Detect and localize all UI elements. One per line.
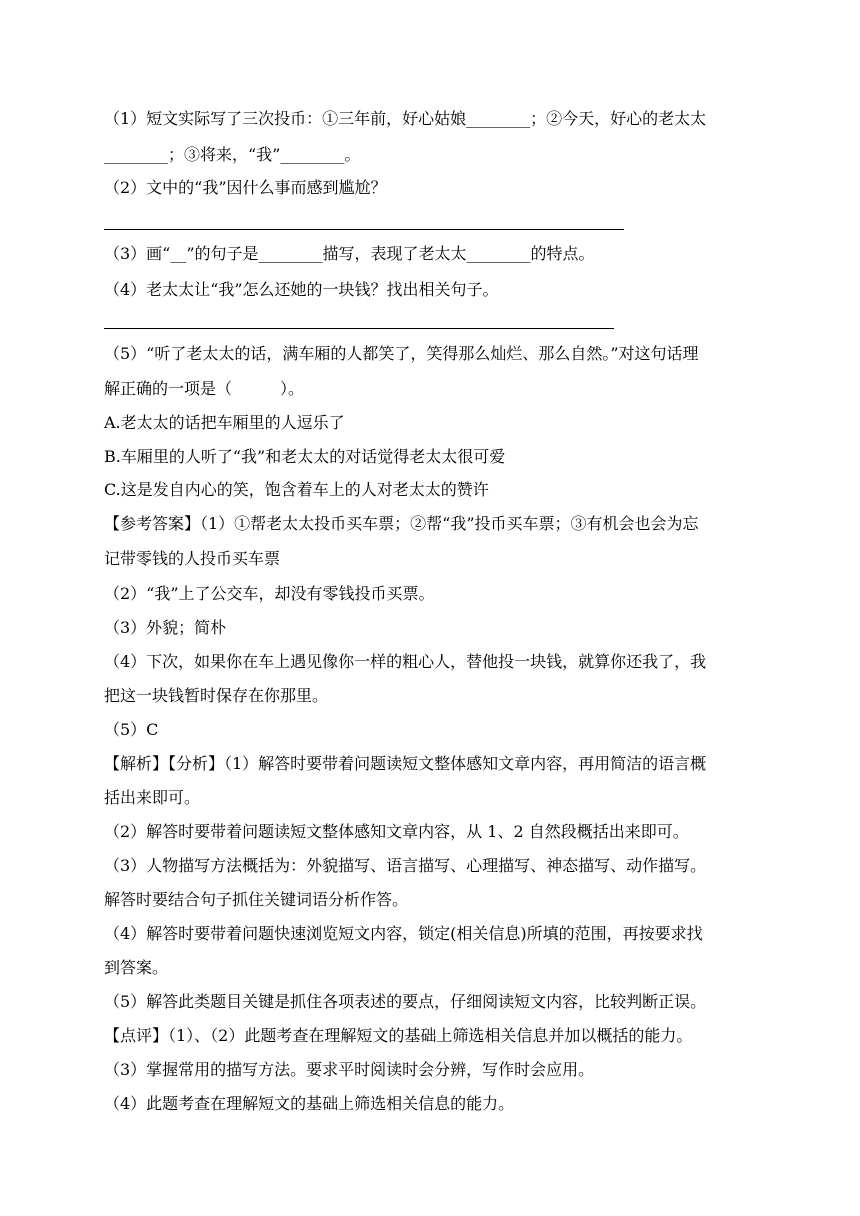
analysis-1-line-1: 【解析】【分析】（1）解答时要带着问题读短文整体感知文章内容，再用简洁的语言概 [104,754,707,773]
analysis-4-line-1: （4）解答时要带着问题快速浏览短文内容，锁定(相关信息)所填的范围，再按要求找 [104,924,703,943]
analysis-1-line-2: 括出来即可。 [104,788,201,807]
comment-3: （3）掌握常用的描写方法。要求平时阅读时会分辨，写作时会应用。 [104,1060,595,1079]
analysis-3-line-1: （3）人物描写方法概括为：外貌描写、语言描写、心理描写、神态描写、动作描写。 [104,856,707,875]
answer-3: （3）外貌；简朴 [104,618,227,637]
question-1-line-2: ________；③将来，“我”________。 [104,145,361,164]
answer-1-line-1: 【参考答案】（1）①帮老太太投币买车票；②帮“我”投币买车票；③有机会也会为忘 [104,514,699,533]
answer-4-line-2: 把这一块钱暂时保存在你那里。 [104,686,329,705]
comment-1-2: 【点评】（1）、（2）此题考查在理解短文的基础上筛选相关信息并加以概括的能力。 [104,1026,693,1045]
option-b: B.车厢里的人听了“我”和老太太的对话觉得老太太很可爱 [104,447,506,466]
answer-blank-line-2 [104,229,624,230]
analysis-3-line-2: 解答时要结合句子抓住关键词语分析作答。 [104,890,409,909]
question-5-line-2: 解正确的一项是（ ）。 [104,379,305,398]
question-2: （2）文中的“我”因什么事而感到尴尬？ [104,178,387,197]
question-5-line-1: （5）“听了老太太的话，满车厢的人都笑了，笑得那么灿烂、那么自然。”对这句话理 [104,344,699,363]
answer-blank-line-4 [104,328,614,329]
answer-4-line-1: （4）下次，如果你在车上遇见像你一样的粗心人，替他投一块钱，就算你还我了，我 [104,652,707,671]
answer-1-line-2: 记带零钱的人投币买车票 [104,549,281,568]
option-a: A.老太太的话把车厢里的人逗乐了 [104,413,345,432]
analysis-5: （5）解答此类题目关键是抓住各项表述的要点，仔细阅读短文内容，比较判断正误。 [104,992,707,1011]
option-c: C.这是发自内心的笑，饱含着车上的人对老太太的赞许 [104,480,489,499]
question-3: （3）画“__”的句子是________描写，表现了老太太________的特点。 [104,244,595,263]
analysis-2: （2）解答时要带着问题读短文整体感知文章内容，从 1、2 自然段概括出来即可。 [104,822,689,841]
answer-2: （2）“我”上了公交车，却没有零钱投币买票。 [104,584,435,603]
comment-4: （4）此题考查在理解短文的基础上筛选相关信息的能力。 [104,1094,515,1113]
question-1-line-1: （1）短文实际写了三次投币：①三年前，好心姑娘________；②今天，好心的老太太 [104,109,707,128]
question-4: （4）老太太让“我”怎么还她的一块钱？找出相关句子。 [104,280,499,299]
answer-5: （5）C [104,720,159,739]
analysis-4-line-2: 到答案。 [104,958,169,977]
